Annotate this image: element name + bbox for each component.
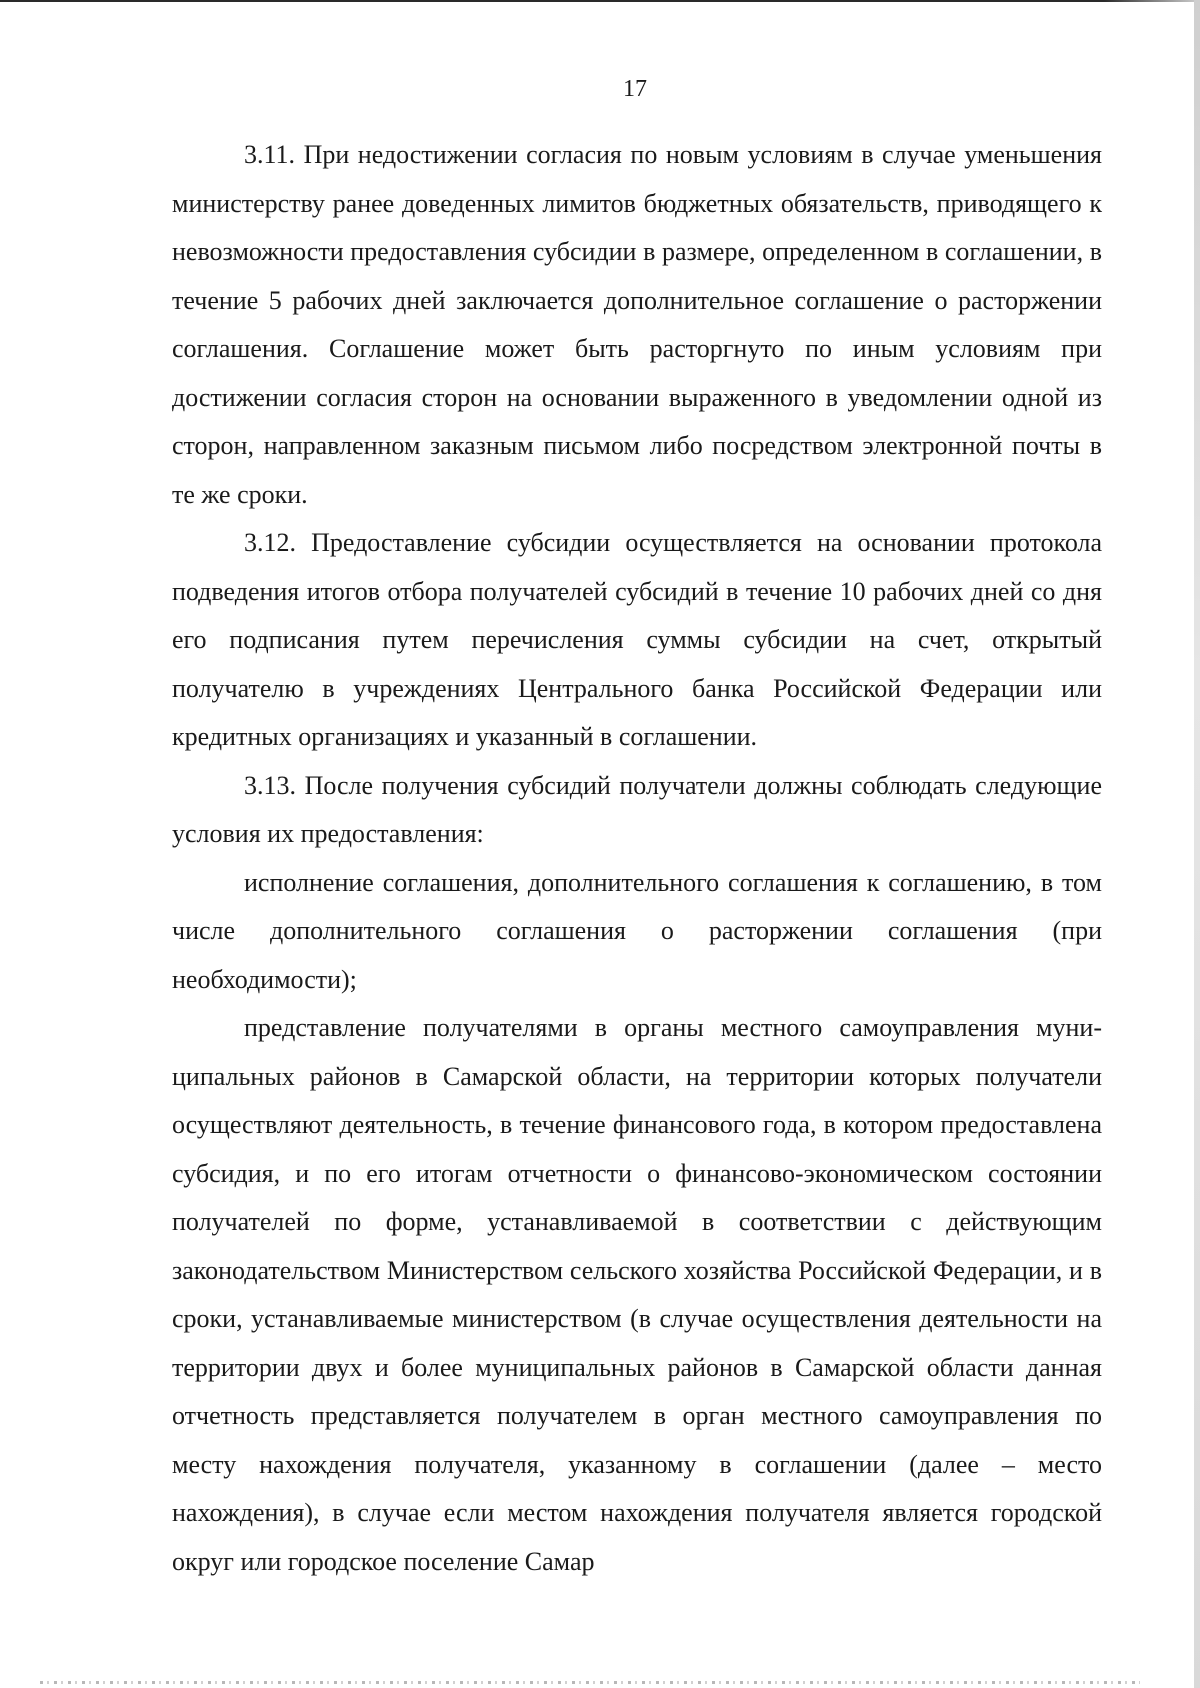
document-body	[172, 131, 1102, 1586]
paragraph-3-12: 3.12. Предоставление субсидии осуществляется на основании протокола подведения итогов отбора получателей субсидий в течение 10 рабочих дней со дня его подписания путем перечисления суммы субсидии на счет, открытый получателю в учреждениях Центрального банка Российской Федерации или кредитных организациях и указанный в соглашении.	[172, 528, 1102, 751]
paragraph-condition-agreement: исполнение соглашения, дополнительного соглашения к соглашению, в том числе дополнительного соглашения о расторжении соглашения (при необходимости);	[172, 867, 1102, 994]
page-number: 17	[623, 76, 647, 102]
scan-edge-bottom	[40, 1681, 1140, 1684]
paragraph-condition-reporting: представление получателями в органы местного самоуправления муниципальных районов в Самарской области, на территории которых получатели осуществляют деятельность, в течение финансового года, в котором предоставлена субсидия, и по его итогам отчетности о финансово-экономическом состоянии получателей по форме, устанавливаемой в соответствии с действующим законодательством Министерством сельского хозяйства Российской Федерации, и в сроки, устанавливаемые министерством (в случае осуществления деятельности на территории двух и более муниципальных районов в Самарской области данная отчетность представляется получателем в орган местного самоуправления по месту нахождения получателя, указанному в соглашении (далее – место нахождения), в случае если местом нахождения получателя является городской округ или городское поселение Самар	[172, 1013, 1102, 1576]
paragraph-3-11: 3.11. При недостижении согласия по новым условиям в случае уменьшения министерству ранее доведенных лимитов бюджетных обязательств, приводящего к невозможности предоставления субсидии в размере, определенном в соглашении, в течение 5 рабочих дней заключается дополнительное соглашение о расторжении соглашения. Соглашение может быть расторгнуто по иным условиям при достижении согласия сторон на основании выраженного в уведомлении одной из сторон, направленном заказным письмом либо посредством электронной почты в те же сроки.	[172, 140, 1102, 509]
scan-edge-right	[1194, 0, 1200, 1688]
scan-edge-top	[0, 0, 1200, 2]
paragraph-3-13: 3.13. После получения субсидий получатели должны соблюдать следующие условия их предоставления:	[172, 770, 1102, 848]
